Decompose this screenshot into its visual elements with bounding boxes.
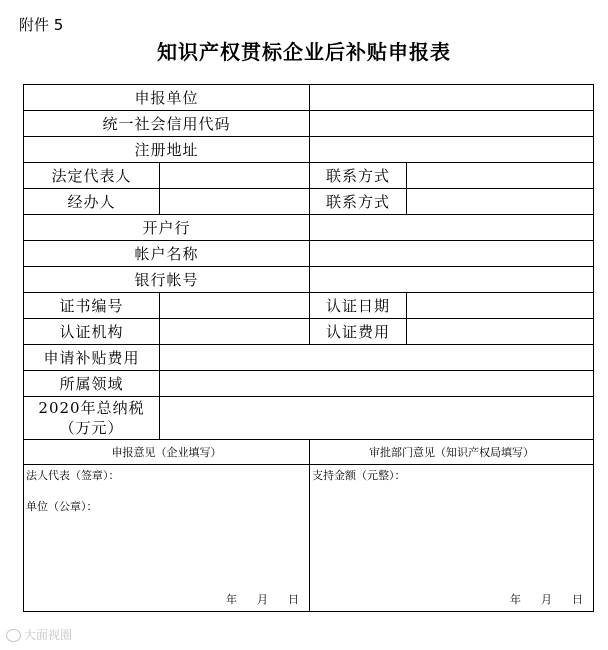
- legal-rep-signature-label: 法人代表（签章）：: [26, 469, 120, 482]
- watermark-text: 大面视圈: [24, 628, 73, 642]
- applicant-opinion-area[interactable]: [24, 465, 310, 612]
- table-row: [24, 345, 594, 371]
- label-bank-branch: 开户行: [24, 215, 310, 241]
- unit-seal-label: 单位（公章）：: [26, 500, 98, 513]
- subsidy-fee-field[interactable]: [160, 345, 594, 371]
- label-credit-code: 统一社会信用代码: [24, 111, 310, 137]
- label-legal-rep: 法定代表人: [24, 163, 160, 189]
- label-certificate-no: 证书编号: [24, 293, 160, 319]
- table-row: [24, 319, 594, 345]
- cert-body-field[interactable]: [160, 319, 310, 345]
- label-handler: 经办人: [24, 189, 160, 215]
- total-tax-line-1: 2020年总纳税: [38, 399, 145, 417]
- cert-fee-field[interactable]: [407, 319, 594, 345]
- subsidy-application-table: [23, 84, 594, 612]
- date-month: 月: [541, 593, 552, 606]
- table-row: [24, 111, 594, 137]
- bank-branch-field[interactable]: [310, 215, 594, 241]
- table-row: [24, 85, 594, 111]
- label-account-name: 帐户名称: [24, 241, 310, 267]
- label-field: 所属领域: [24, 371, 160, 397]
- contact-2-field[interactable]: [407, 189, 594, 215]
- label-applicant-unit: 申报单位: [24, 85, 310, 111]
- approver-opinion-header: 审批部门意见（知识产权局填写）: [310, 440, 594, 465]
- label-registered-address: 注册地址: [24, 137, 310, 163]
- label-contact-2: 联系方式: [310, 189, 407, 215]
- table-row: [24, 267, 594, 293]
- table-row: [24, 189, 594, 215]
- label-cert-date: 认证日期: [310, 293, 407, 319]
- registered-address-field[interactable]: [310, 137, 594, 163]
- date-month: 月: [257, 593, 268, 606]
- field-field[interactable]: [160, 371, 594, 397]
- table-row: [24, 371, 594, 397]
- label-contact-1: 联系方式: [310, 163, 407, 189]
- cert-date-field[interactable]: [407, 293, 594, 319]
- label-subsidy-fee: 申请补贴费用: [24, 345, 160, 371]
- account-name-field[interactable]: [310, 241, 594, 267]
- support-amount-label: 支持金额（元整）：: [312, 469, 406, 482]
- table-row: [24, 163, 594, 189]
- applicant-opinion-header: 申报意见（企业填写）: [24, 440, 310, 465]
- table-row: [24, 215, 594, 241]
- table-row: [24, 241, 594, 267]
- certificate-no-field[interactable]: [160, 293, 310, 319]
- date-year: 年: [226, 593, 237, 606]
- date-year: 年: [510, 593, 521, 606]
- handler-field[interactable]: [160, 189, 310, 215]
- table-row: [24, 137, 594, 163]
- page-title: 知识产权贯标企业后补贴申报表: [157, 40, 451, 64]
- label-bank-account: 银行帐号: [24, 267, 310, 293]
- approver-date-line: [490, 591, 583, 607]
- total-tax-field[interactable]: [160, 397, 594, 440]
- bank-account-field[interactable]: [310, 267, 594, 293]
- contact-1-field[interactable]: [407, 163, 594, 189]
- table-row: [24, 465, 594, 612]
- watermark: [6, 626, 72, 643]
- total-tax-line-2: （万元）: [59, 419, 124, 437]
- attachment-label: 附件 5: [19, 16, 64, 34]
- label-total-tax: [24, 397, 160, 440]
- approver-opinion-area[interactable]: [310, 465, 594, 612]
- label-cert-body: 认证机构: [24, 319, 160, 345]
- table-row: [24, 293, 594, 319]
- credit-code-field[interactable]: [310, 111, 594, 137]
- applicant-date-line: [206, 591, 299, 607]
- label-cert-fee: 认证费用: [310, 319, 407, 345]
- table-row: [24, 397, 594, 440]
- table-row: [24, 440, 594, 465]
- watermark-logo-icon: [6, 629, 21, 642]
- applicant-unit-field[interactable]: [310, 85, 594, 111]
- legal-rep-field[interactable]: [160, 163, 310, 189]
- date-day: 日: [572, 593, 583, 606]
- date-day: 日: [288, 593, 299, 606]
